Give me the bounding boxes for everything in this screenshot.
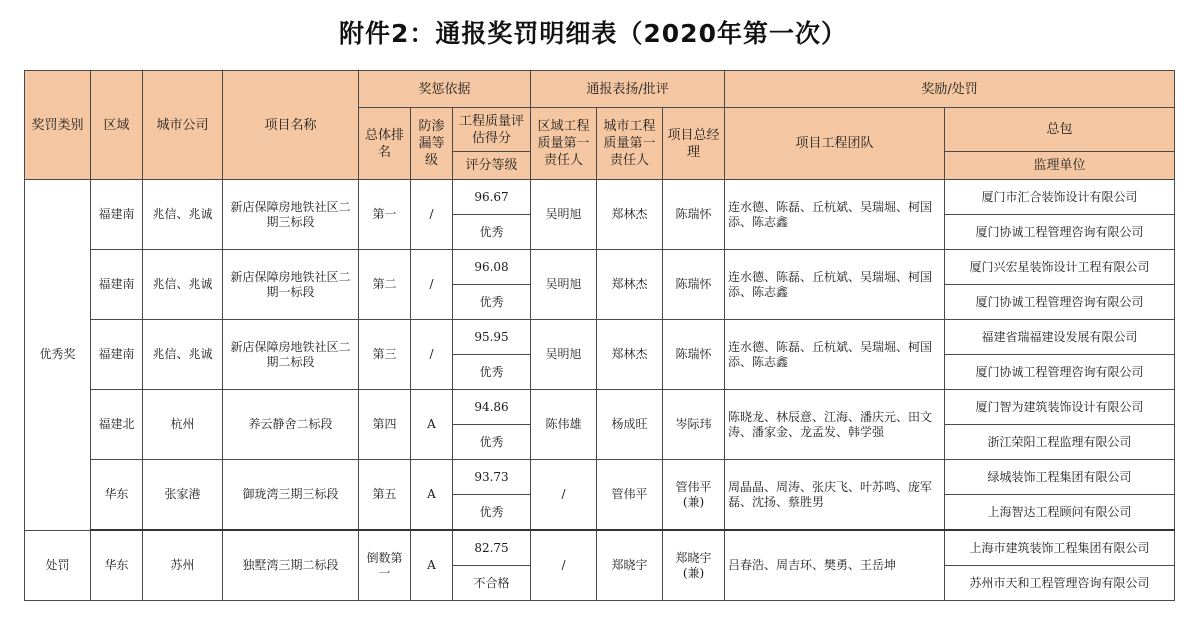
- cell-level: 优秀: [453, 495, 531, 531]
- header-contractor: 总包: [945, 108, 1175, 152]
- cell-region: 华东: [91, 460, 143, 531]
- cell-project: 御珑湾三期三标段: [223, 460, 359, 531]
- cell-project: 新店保障房地铁社区二期一标段: [223, 250, 359, 320]
- cell-city-lead: 郑林杰: [597, 180, 663, 250]
- reward-penalty-table: [24, 70, 1175, 601]
- cell-pm: 管伟平(兼): [663, 460, 725, 531]
- cell-region-lead: 吴明旭: [531, 320, 597, 390]
- cell-region: 福建南: [91, 250, 143, 320]
- cell-rank: 第四: [359, 390, 411, 460]
- cell-supervisor: 浙江荣阳工程监理有限公司: [945, 425, 1175, 460]
- table-row: [25, 530, 1175, 566]
- cell-contractor: 厦门智为建筑装饰设计有限公司: [945, 390, 1175, 425]
- cell-region: 华东: [91, 530, 143, 601]
- cell-supervisor: 厦门协诚工程管理咨询有限公司: [945, 285, 1175, 320]
- cell-city: 兆信、兆诚: [143, 320, 223, 390]
- category-penalty: 处罚: [25, 530, 91, 601]
- cell-region: 福建北: [91, 390, 143, 460]
- cell-region-lead: /: [531, 530, 597, 601]
- cell-city-lead: 杨成旺: [597, 390, 663, 460]
- cell-city: 杭州: [143, 390, 223, 460]
- header-basis: 奖惩依据: [359, 71, 531, 108]
- cell-rank: 第三: [359, 320, 411, 390]
- cell-level: 优秀: [453, 425, 531, 460]
- header-row-1: [25, 71, 1175, 108]
- cell-team: 周晶晶、周涛、张庆飞、叶苏鸣、庞军磊、沈扬、蔡胜男: [725, 460, 945, 531]
- header-pm: 项目总经理: [663, 108, 725, 180]
- table-row: [25, 320, 1175, 355]
- header-score-level: 评分等级: [453, 152, 531, 180]
- cell-city: 兆信、兆诚: [143, 180, 223, 250]
- header-supervisor: 监理单位: [945, 152, 1175, 180]
- cell-rank: 倒数第一: [359, 530, 411, 601]
- cell-waterproof: /: [411, 180, 453, 250]
- cell-supervisor: 上海智达工程顾问有限公司: [945, 495, 1175, 531]
- header-overall-rank: 总体排名: [359, 108, 411, 180]
- cell-pm: 陈瑞怀: [663, 180, 725, 250]
- cell-contractor: 厦门市汇合装饰设计有限公司: [945, 180, 1175, 215]
- cell-supervisor: 苏州市天和工程管理咨询有限公司: [945, 566, 1175, 601]
- cell-team: 吕春浩、周吉环、樊勇、王岳坤: [725, 530, 945, 601]
- header-region: 区域: [91, 71, 143, 180]
- cell-score: 96.08: [453, 250, 531, 285]
- cell-pm: 岑际玮: [663, 390, 725, 460]
- cell-level: 优秀: [453, 215, 531, 250]
- cell-supervisor: 厦门协诚工程管理咨询有限公司: [945, 355, 1175, 390]
- cell-project: 新店保障房地铁社区二期二标段: [223, 320, 359, 390]
- cell-project: 养云静舍二标段: [223, 390, 359, 460]
- header-region-lead: 区域工程质量第一责任人: [531, 108, 597, 180]
- cell-team: 陈晓龙、林辰意、江海、潘庆元、田文涛、潘家金、龙孟发、韩学强: [725, 390, 945, 460]
- cell-city: 兆信、兆诚: [143, 250, 223, 320]
- table-row: [25, 180, 1175, 215]
- header-waterproof: 防渗漏等级: [411, 108, 453, 180]
- header-project-name: 项目名称: [223, 71, 359, 180]
- header-city-lead: 城市工程质量第一责任人: [597, 108, 663, 180]
- cell-pm: 陈瑞怀: [663, 320, 725, 390]
- header-report: 通报表扬/批评: [531, 71, 725, 108]
- cell-team: 连水德、陈磊、丘杭斌、吴瑞堀、柯国添、陈志鑫: [725, 180, 945, 250]
- cell-rank: 第五: [359, 460, 411, 531]
- cell-team: 连水德、陈磊、丘杭斌、吴瑞堀、柯国添、陈志鑫: [725, 320, 945, 390]
- cell-project: 独墅湾三期二标段: [223, 530, 359, 601]
- cell-city-lead: 管伟平: [597, 460, 663, 531]
- cell-city-lead: 郑林杰: [597, 320, 663, 390]
- cell-score: 94.86: [453, 390, 531, 425]
- cell-team: 连水德、陈磊、丘杭斌、吴瑞堀、柯国添、陈志鑫: [725, 250, 945, 320]
- cell-pm: 陈瑞怀: [663, 250, 725, 320]
- cell-score: 96.67: [453, 180, 531, 215]
- cell-pm: 郑晓宇(兼): [663, 530, 725, 601]
- header-city: 城市公司: [143, 71, 223, 180]
- cell-score: 93.73: [453, 460, 531, 495]
- cell-waterproof: /: [411, 250, 453, 320]
- cell-waterproof: A: [411, 530, 453, 601]
- cell-contractor: 绿城装饰工程集团有限公司: [945, 460, 1175, 495]
- table-row: [25, 250, 1175, 285]
- cell-rank: 第二: [359, 250, 411, 320]
- header-category: 奖罚类别: [25, 71, 91, 180]
- cell-region-lead: /: [531, 460, 597, 531]
- cell-rank: 第一: [359, 180, 411, 250]
- cell-level: 优秀: [453, 355, 531, 390]
- cell-region-lead: 陈伟雄: [531, 390, 597, 460]
- cell-region-lead: 吴明旭: [531, 180, 597, 250]
- cell-city-lead: 郑晓宇: [597, 530, 663, 601]
- header-quality-score: 工程质量评估得分: [453, 108, 531, 152]
- page-title: 附件2：通报奖罚明细表（2020年第一次）: [339, 19, 847, 48]
- header-team: 项目工程团队: [725, 108, 945, 180]
- category-excellent: 优秀奖: [25, 180, 91, 531]
- table-row: [25, 460, 1175, 495]
- cell-project: 新店保障房地铁社区二期三标段: [223, 180, 359, 250]
- cell-city: 苏州: [143, 530, 223, 601]
- header-reward: 奖励/处罚: [725, 71, 1175, 108]
- cell-score: 82.75: [453, 530, 531, 566]
- cell-region-lead: 吴明旭: [531, 250, 597, 320]
- table-row: [25, 390, 1175, 425]
- cell-region: 福建南: [91, 320, 143, 390]
- cell-city: 张家港: [143, 460, 223, 531]
- cell-waterproof: A: [411, 390, 453, 460]
- cell-contractor: 上海市建筑装饰工程集团有限公司: [945, 530, 1175, 566]
- cell-city-lead: 郑林杰: [597, 250, 663, 320]
- cell-level: 不合格: [453, 566, 531, 601]
- cell-supervisor: 厦门协诚工程管理咨询有限公司: [945, 215, 1175, 250]
- cell-contractor: 福建省瑞福建设发展有限公司: [945, 320, 1175, 355]
- cell-score: 95.95: [453, 320, 531, 355]
- cell-region: 福建南: [91, 180, 143, 250]
- cell-waterproof: /: [411, 320, 453, 390]
- cell-waterproof: A: [411, 460, 453, 531]
- cell-contractor: 厦门兴宏星装饰设计工程有限公司: [945, 250, 1175, 285]
- cell-level: 优秀: [453, 285, 531, 320]
